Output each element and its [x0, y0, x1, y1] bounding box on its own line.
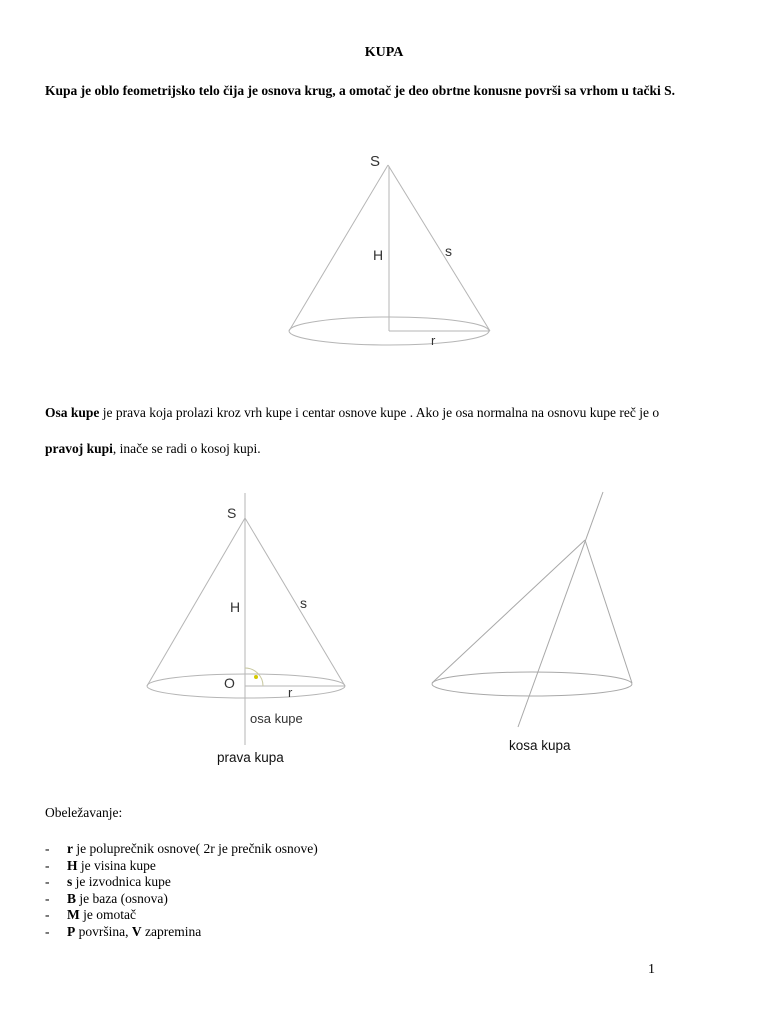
axis-label: osa kupe: [250, 711, 303, 726]
oblique-slant-right: [585, 540, 632, 683]
oblique-cone-caption: kosa kupa: [509, 738, 571, 753]
oblique-cone-base: [432, 672, 632, 696]
oblique-cone-text: , inače se radi o kosoj kupi.: [112, 441, 261, 456]
apex-label: S: [370, 153, 381, 170]
page-title: KUPA: [364, 45, 404, 60]
axis-paragraph-line2: [45, 440, 745, 458]
axis-paragraph-line1: [45, 404, 745, 422]
radius-label: r: [431, 333, 436, 348]
axis-term: Osa kupe: [45, 405, 100, 420]
intro-paragraph: Kupa je oblo feometrijsko telo čija je osnova krug, a omotač je deo obrtne konusne površi sa vrhom u tački S.: [45, 83, 675, 98]
cone-slant-right: [388, 165, 490, 331]
list-item: - s je izvodnica kupe: [45, 874, 171, 889]
axis-definition: je prava koja prolazi kroz vrh kupe i centar osnove kupe . Ako je osa normalna na osnovu kupe reč je o: [99, 405, 660, 420]
right-cone-caption: prava kupa: [217, 750, 284, 765]
notation-list: [45, 841, 318, 940]
center-dot: [254, 675, 258, 679]
height-label: H: [373, 247, 384, 263]
list-item: - P površina, V zapremina: [45, 923, 202, 939]
slant-label-2: s: [300, 595, 307, 611]
list-item: - r je poluprečnik osnove( 2r je prečnik osnove): [45, 841, 318, 856]
right-cone-slant-right: [245, 518, 345, 686]
list-item: - M je omotač: [45, 907, 136, 922]
oblique-slant-left: [432, 540, 585, 683]
list-item: - H je visina kupe: [45, 857, 156, 873]
list-item: - B je baza (osnova): [45, 890, 168, 906]
center-label: O: [224, 675, 235, 691]
oblique-axis-line: [518, 492, 603, 727]
notation-heading: Obeležavanje:: [45, 805, 123, 820]
slant-label: s: [445, 243, 452, 259]
radius-label-2: r: [288, 685, 293, 700]
page-number: 1: [648, 962, 655, 977]
right-cone-term: pravoj kupi: [45, 441, 113, 456]
apex-label-2: S: [227, 505, 237, 521]
height-label-2: H: [230, 599, 241, 615]
